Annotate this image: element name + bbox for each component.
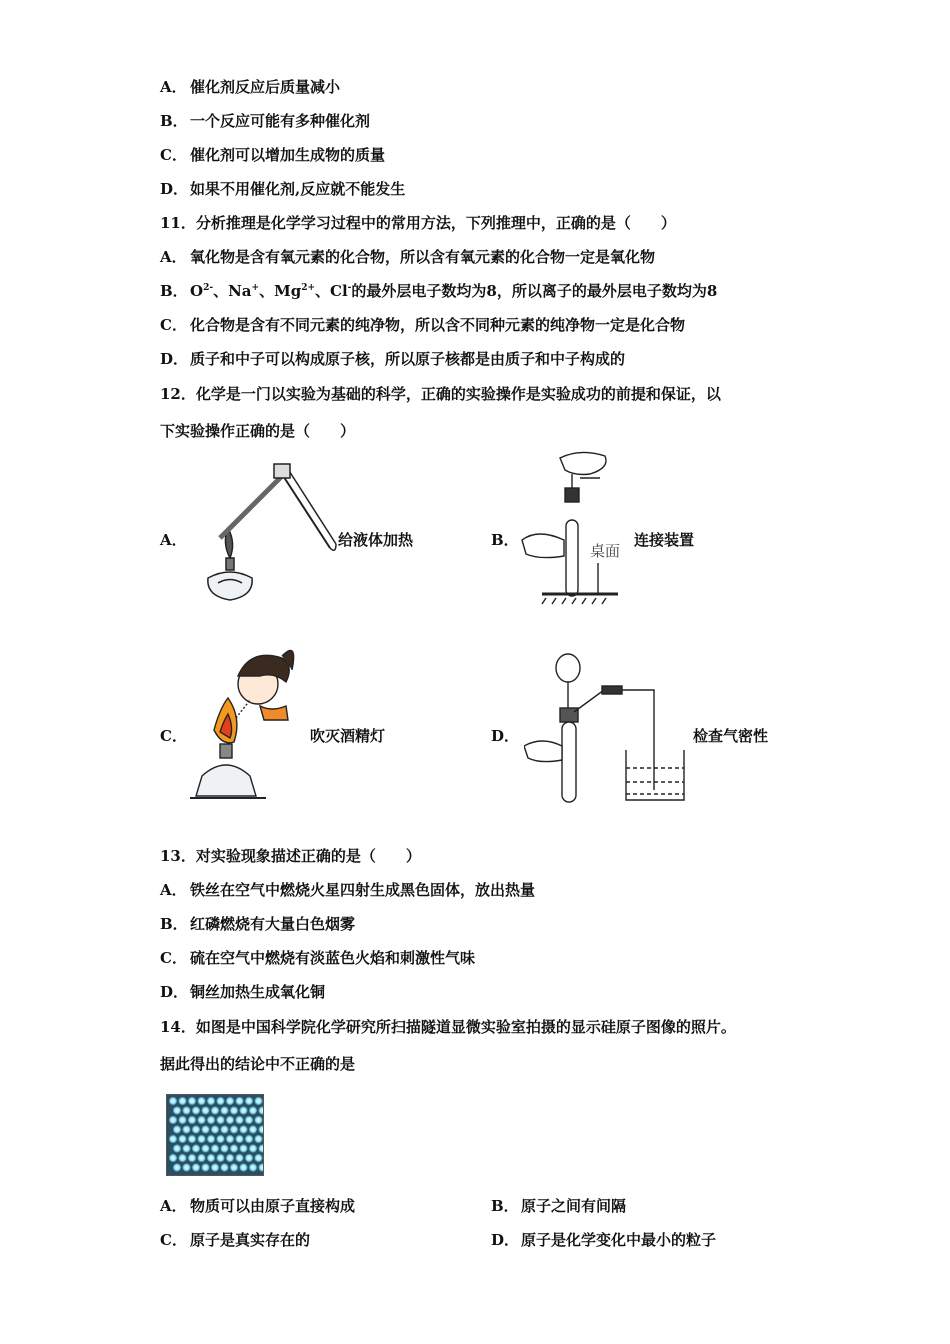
atom-dot	[211, 1144, 219, 1152]
atom-dot	[207, 1154, 215, 1162]
atom-dot	[211, 1163, 219, 1171]
atom-dot	[169, 1097, 177, 1105]
atom-dot	[235, 1154, 243, 1162]
atom-dot	[169, 1135, 177, 1143]
silicon-atom-grid	[167, 1095, 263, 1175]
atom-dot	[207, 1135, 215, 1143]
atom-dot	[249, 1144, 257, 1152]
atom-dot	[201, 1125, 209, 1133]
atom-dot	[188, 1097, 196, 1105]
q12-label-a: A．	[160, 531, 187, 549]
atom-dot	[182, 1125, 190, 1133]
q11-option-b: B． $O^{2-}$、Na+、$Mg^{2+}$、Cl-的最外层电子数均为8，所以离子的最外层电子数均为8	[160, 282, 718, 300]
q13-stem: 13．对实验现象描述正确的是（ ）	[160, 847, 421, 865]
q10-option-a: A． 催化剂反应后质量减小	[160, 78, 341, 96]
atom-dot	[182, 1106, 190, 1114]
atom-dot	[169, 1154, 177, 1162]
atom-dot	[192, 1163, 200, 1171]
atom-dot	[245, 1154, 253, 1162]
atom-dot	[182, 1144, 190, 1152]
q10-option-b: B． 一个反应可能有多种催化剂	[160, 112, 371, 130]
atom-dot	[188, 1135, 196, 1143]
atom-dot	[230, 1125, 238, 1133]
q14-stem-line1: 14．如图是中国科学院化学研究所扫描隧道显微实验室拍摄的显示硅原子图像的照片。	[160, 1018, 736, 1036]
q13-option-c: C． 硫在空气中燃烧有淡蓝色火焰和刺激性气味	[160, 949, 476, 967]
airtightness-check-illustration	[524, 650, 694, 806]
atom-dot	[201, 1106, 209, 1114]
atom-dot	[249, 1163, 257, 1171]
q10-option-c: C． 催化剂可以增加生成物的质量	[160, 146, 386, 164]
atom-dot	[254, 1154, 262, 1162]
atom-dot	[249, 1106, 257, 1114]
q12-caption-d: 检查气密性	[693, 727, 769, 745]
atom-dot	[197, 1135, 205, 1143]
q12-caption-b: 连接装置	[634, 531, 695, 549]
atom-dot	[230, 1106, 238, 1114]
q12-stem-line1: 12．化学是一门以实验为基础的科学，正确的实验操作是实验成功的前提和保证，以	[160, 385, 721, 403]
q12-caption-a: 给液体加热	[338, 531, 414, 549]
atom-dot	[254, 1135, 262, 1143]
atom-dot	[192, 1144, 200, 1152]
q11-option-c: C． 化合物是含有不同元素的纯净物，所以含不同种元素的纯净物一定是化合物	[160, 316, 686, 334]
atom-dot	[220, 1163, 228, 1171]
atom-dot	[197, 1116, 205, 1124]
atom-dot	[173, 1106, 181, 1114]
q12-label-b: B．	[491, 531, 519, 549]
q12-label-c: C．	[160, 727, 187, 745]
atom-dot	[169, 1116, 177, 1124]
atom-dot	[245, 1097, 253, 1105]
atom-dot	[182, 1163, 190, 1171]
atom-dot	[258, 1144, 263, 1152]
blowing-lamp-illustration	[190, 636, 310, 804]
atom-dot	[201, 1163, 209, 1171]
atom-dot	[211, 1125, 219, 1133]
atom-dot	[207, 1097, 215, 1105]
q14-option-b: B． 原子之间有间隔	[491, 1197, 627, 1215]
atom-dot	[258, 1106, 263, 1114]
q14-option-d: D． 原子是化学变化中最小的粒子	[491, 1231, 717, 1249]
q12-b-desk-label: 桌面	[590, 542, 621, 560]
q13-option-a: A． 铁丝在空气中燃烧火星四射生成黑色固体，放出热量	[160, 881, 536, 899]
atom-dot	[258, 1125, 263, 1133]
connecting-apparatus-illustration	[520, 448, 620, 606]
atom-dot	[239, 1144, 247, 1152]
atom-dot	[201, 1144, 209, 1152]
atom-dot	[239, 1125, 247, 1133]
atom-dot	[178, 1097, 186, 1105]
q13-option-b: B． 红磷燃烧有大量白色烟雾	[160, 915, 356, 933]
atom-dot	[178, 1135, 186, 1143]
atom-dot	[230, 1163, 238, 1171]
atom-dot	[173, 1125, 181, 1133]
atom-dot	[254, 1097, 262, 1105]
q14-stem-line2: 据此得出的结论中不正确的是	[160, 1055, 356, 1073]
atom-dot	[216, 1154, 224, 1162]
atom-dot	[178, 1154, 186, 1162]
q14-option-a: A． 物质可以由原子直接构成	[160, 1197, 356, 1215]
atom-dot	[178, 1116, 186, 1124]
atom-dot	[230, 1144, 238, 1152]
q12-stem-line2: 下实验操作正确的是（ ）	[160, 422, 356, 440]
atom-dot	[226, 1154, 234, 1162]
atom-dot	[173, 1163, 181, 1171]
q14-option-c: C． 原子是真实存在的	[160, 1231, 311, 1249]
silicon-atom-photo	[166, 1094, 264, 1176]
q10-option-d: D． 如果不用催化剂,反应就不能发生	[160, 180, 406, 198]
atom-dot	[254, 1116, 262, 1124]
atom-dot	[226, 1116, 234, 1124]
q12-caption-c: 吹灭酒精灯	[310, 727, 386, 745]
atom-dot	[192, 1125, 200, 1133]
atom-dot	[235, 1097, 243, 1105]
atom-dot	[239, 1106, 247, 1114]
atom-dot	[220, 1106, 228, 1114]
q11-option-a: A． 氧化物是含有氧元素的化合物，所以含有氧元素的化合物一定是氧化物	[160, 248, 656, 266]
atom-dot	[197, 1154, 205, 1162]
atom-dot	[197, 1097, 205, 1105]
atom-dot	[216, 1135, 224, 1143]
atom-dot	[239, 1163, 247, 1171]
atom-dot	[245, 1116, 253, 1124]
atom-dot	[207, 1116, 215, 1124]
q11-stem: 11．分析推理是化学学习过程中的常用方法，下列推理中，正确的是（ ）	[160, 214, 676, 232]
atom-dot	[235, 1116, 243, 1124]
atom-dot	[226, 1097, 234, 1105]
heating-liquid-illustration	[190, 458, 340, 608]
q11-option-d: D． 质子和中子可以构成原子核，所以原子核都是由质子和中子构成的	[160, 350, 626, 368]
atom-dot	[226, 1135, 234, 1143]
atom-dot	[192, 1106, 200, 1114]
atom-dot	[173, 1144, 181, 1152]
atom-dot	[258, 1163, 263, 1171]
atom-dot	[216, 1097, 224, 1105]
q13-option-d: D． 铜丝加热生成氧化铜	[160, 983, 326, 1001]
atom-dot	[249, 1125, 257, 1133]
atom-dot	[188, 1154, 196, 1162]
atom-dot	[216, 1116, 224, 1124]
atom-dot	[220, 1144, 228, 1152]
q12-label-d: D．	[491, 727, 520, 745]
atom-dot	[235, 1135, 243, 1143]
atom-dot	[245, 1135, 253, 1143]
atom-dot	[211, 1106, 219, 1114]
atom-dot	[220, 1125, 228, 1133]
atom-dot	[188, 1116, 196, 1124]
